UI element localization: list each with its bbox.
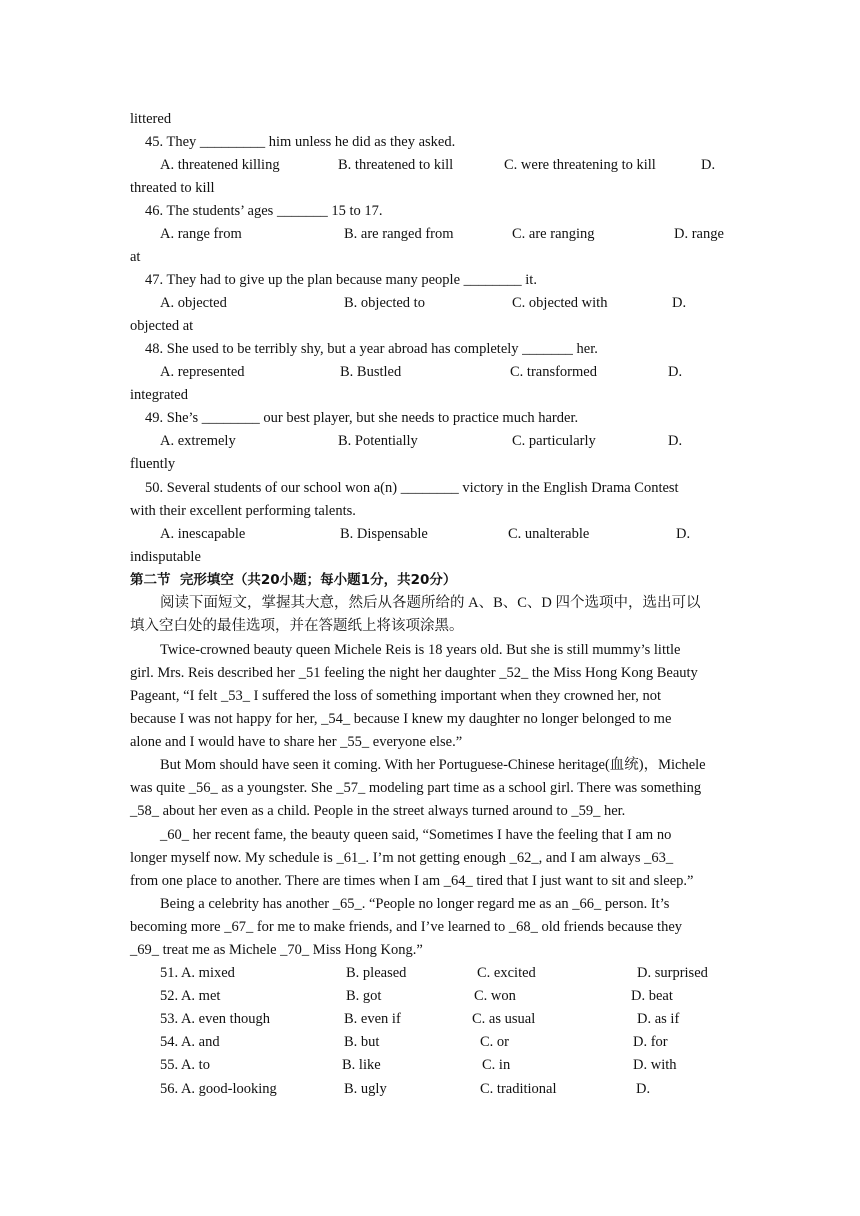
q45-option-a: A. threatened killing	[160, 157, 280, 173]
q50-option-c: C. unalterable	[508, 526, 590, 542]
q55-option-d: D. with	[633, 1057, 677, 1073]
q56-option-d: D.	[636, 1081, 651, 1097]
text-line: fluently	[130, 456, 176, 472]
q56-option-b: B. ugly	[344, 1081, 387, 1097]
q55-option-b: B. like	[342, 1057, 381, 1073]
passage-line: longer myself now. My schedule is _61_. I’m not getting enough _62_, and I am always _63_	[130, 850, 674, 866]
passage-line: girl. Mrs. Reis described her _51 feeling the night her daughter _52_ the Miss Hong Kong Beauty	[130, 665, 698, 681]
q54-option-d: D. for	[633, 1034, 668, 1050]
q49-option-b: B. Potentially	[338, 433, 418, 449]
q47-option-b: B. objected to	[344, 295, 425, 311]
passage-line: _60_ her recent fame, the beauty queen said, “Sometimes I have the feeling that I am no	[160, 827, 672, 843]
section-heading: 第二节 完形填空（共20小题；每小题1分，共20分）	[130, 572, 457, 588]
q46-option-c: C. are ranging	[512, 226, 595, 242]
instruction-line: 填入空白处的最佳选项，并在答题纸上将该项涂黑。	[130, 618, 464, 634]
q50-option-d: D.	[676, 526, 691, 542]
q47-option-c: C. objected with	[512, 295, 608, 311]
q53-option-d: D. as if	[637, 1011, 680, 1027]
q51-option-d: D. surprised	[637, 965, 708, 981]
q46-option-a: A. range from	[160, 226, 242, 242]
question-45: 45. They _________ him unless he did as they asked.	[145, 134, 456, 150]
passage-line: _69_ treat me as Michele _70_ Miss Hong Kong.”	[130, 942, 423, 958]
q46-option-d: D. range	[674, 226, 724, 242]
q52-option-a: 52. A. met	[160, 988, 221, 1004]
q50-option-a: A. inescapable	[160, 526, 246, 542]
q53-option-c: C. as usual	[472, 1011, 536, 1027]
q55-option-c: C. in	[482, 1057, 511, 1073]
q48-option-a: A. represented	[160, 364, 245, 380]
q45-option-b: B. threatened to kill	[338, 157, 454, 173]
q46-option-b: B. are ranged from	[344, 226, 454, 242]
question-49: 49. She’s ________ our best player, but she needs to practice much harder.	[145, 410, 579, 426]
q47-option-a: A. objected	[160, 295, 227, 311]
passage-line: Being a celebrity has another _65_. “People no longer regard me as an _66_ person. It’s	[160, 896, 670, 912]
passage-line: was quite _56_ as a youngster. She _57_ modeling part time as a school girl. There was something	[130, 780, 702, 796]
q52-option-d: D. beat	[631, 988, 673, 1004]
q48-option-b: B. Bustled	[340, 364, 402, 380]
passage-line: Pageant, “I felt _53_ I suffered the loss of something important when they crowned her, not	[130, 688, 662, 704]
q54-option-a: 54. A. and	[160, 1034, 220, 1050]
q54-option-c: C. or	[480, 1034, 509, 1050]
q56-option-a: 56. A. good-looking	[160, 1081, 277, 1097]
q49-option-a: A. extremely	[160, 433, 236, 449]
q49-option-c: C. particularly	[512, 433, 596, 449]
question-47: 47. They had to give up the plan because many people ________ it.	[145, 272, 537, 288]
text-line: with their excellent performing talents.	[130, 503, 356, 519]
q48-option-c: C. transformed	[510, 364, 597, 380]
text-line: littered	[130, 111, 172, 127]
passage-line: alone and I would have to share her _55_ everyone else.”	[130, 734, 463, 750]
passage-line: becoming more _67_ for me to make friends, and I’ve learned to _68_ old friends because they	[130, 919, 683, 935]
q55-option-a: 55. A. to	[160, 1057, 210, 1073]
text-line: integrated	[130, 387, 188, 403]
text-line: indisputable	[130, 549, 201, 565]
q47-option-d: D.	[672, 295, 687, 311]
q49-option-d: D.	[668, 433, 683, 449]
passage-line: Twice-crowned beauty queen Michele Reis is 18 years old. But she is still mummy’s little	[160, 642, 681, 658]
question-48: 48. She used to be terribly shy, but a year abroad has completely _______ her.	[145, 341, 598, 357]
q45-option-c: C. were threatening to kill	[504, 157, 656, 173]
q54-option-b: B. but	[344, 1034, 380, 1050]
q51-option-b: B. pleased	[346, 965, 407, 981]
passage-line: But Mom should have seen it coming. With her Portuguese-Chinese heritage(血统)，Michele	[160, 757, 706, 773]
passage-line: because I was not happy for her, _54_ because I knew my daughter no longer belonged to me	[130, 711, 672, 727]
text-line: at	[130, 249, 141, 265]
q52-option-c: C. won	[474, 988, 516, 1004]
q45-option-d: D.	[701, 157, 716, 173]
q48-option-d: D.	[668, 364, 683, 380]
passage-line: _58_ about her even as a child. People in the street always turned around to _59_ her.	[130, 803, 626, 819]
q53-option-b: B. even if	[344, 1011, 401, 1027]
instruction-line: 阅读下面短文，掌握其大意，然后从各题所给的 A、B、C、D 四个选项中，选出可以	[160, 595, 701, 611]
q50-option-b: B. Dispensable	[340, 526, 428, 542]
q53-option-a: 53. A. even though	[160, 1011, 270, 1027]
q51-option-a: 51. A. mixed	[160, 965, 235, 981]
q52-option-b: B. got	[346, 988, 382, 1004]
question-46: 46. The students’ ages _______ 15 to 17.	[145, 203, 383, 219]
text-line: objected at	[130, 318, 194, 334]
question-50: 50. Several students of our school won a(n) ________ victory in the English Drama Contest	[145, 480, 679, 496]
q51-option-c: C. excited	[477, 965, 536, 981]
q56-option-c: C. traditional	[480, 1081, 557, 1097]
text-line: threated to kill	[130, 180, 215, 196]
passage-line: from one place to another. There are times when I am _64_ tired that I just want to sit and sleep.”	[130, 873, 694, 889]
